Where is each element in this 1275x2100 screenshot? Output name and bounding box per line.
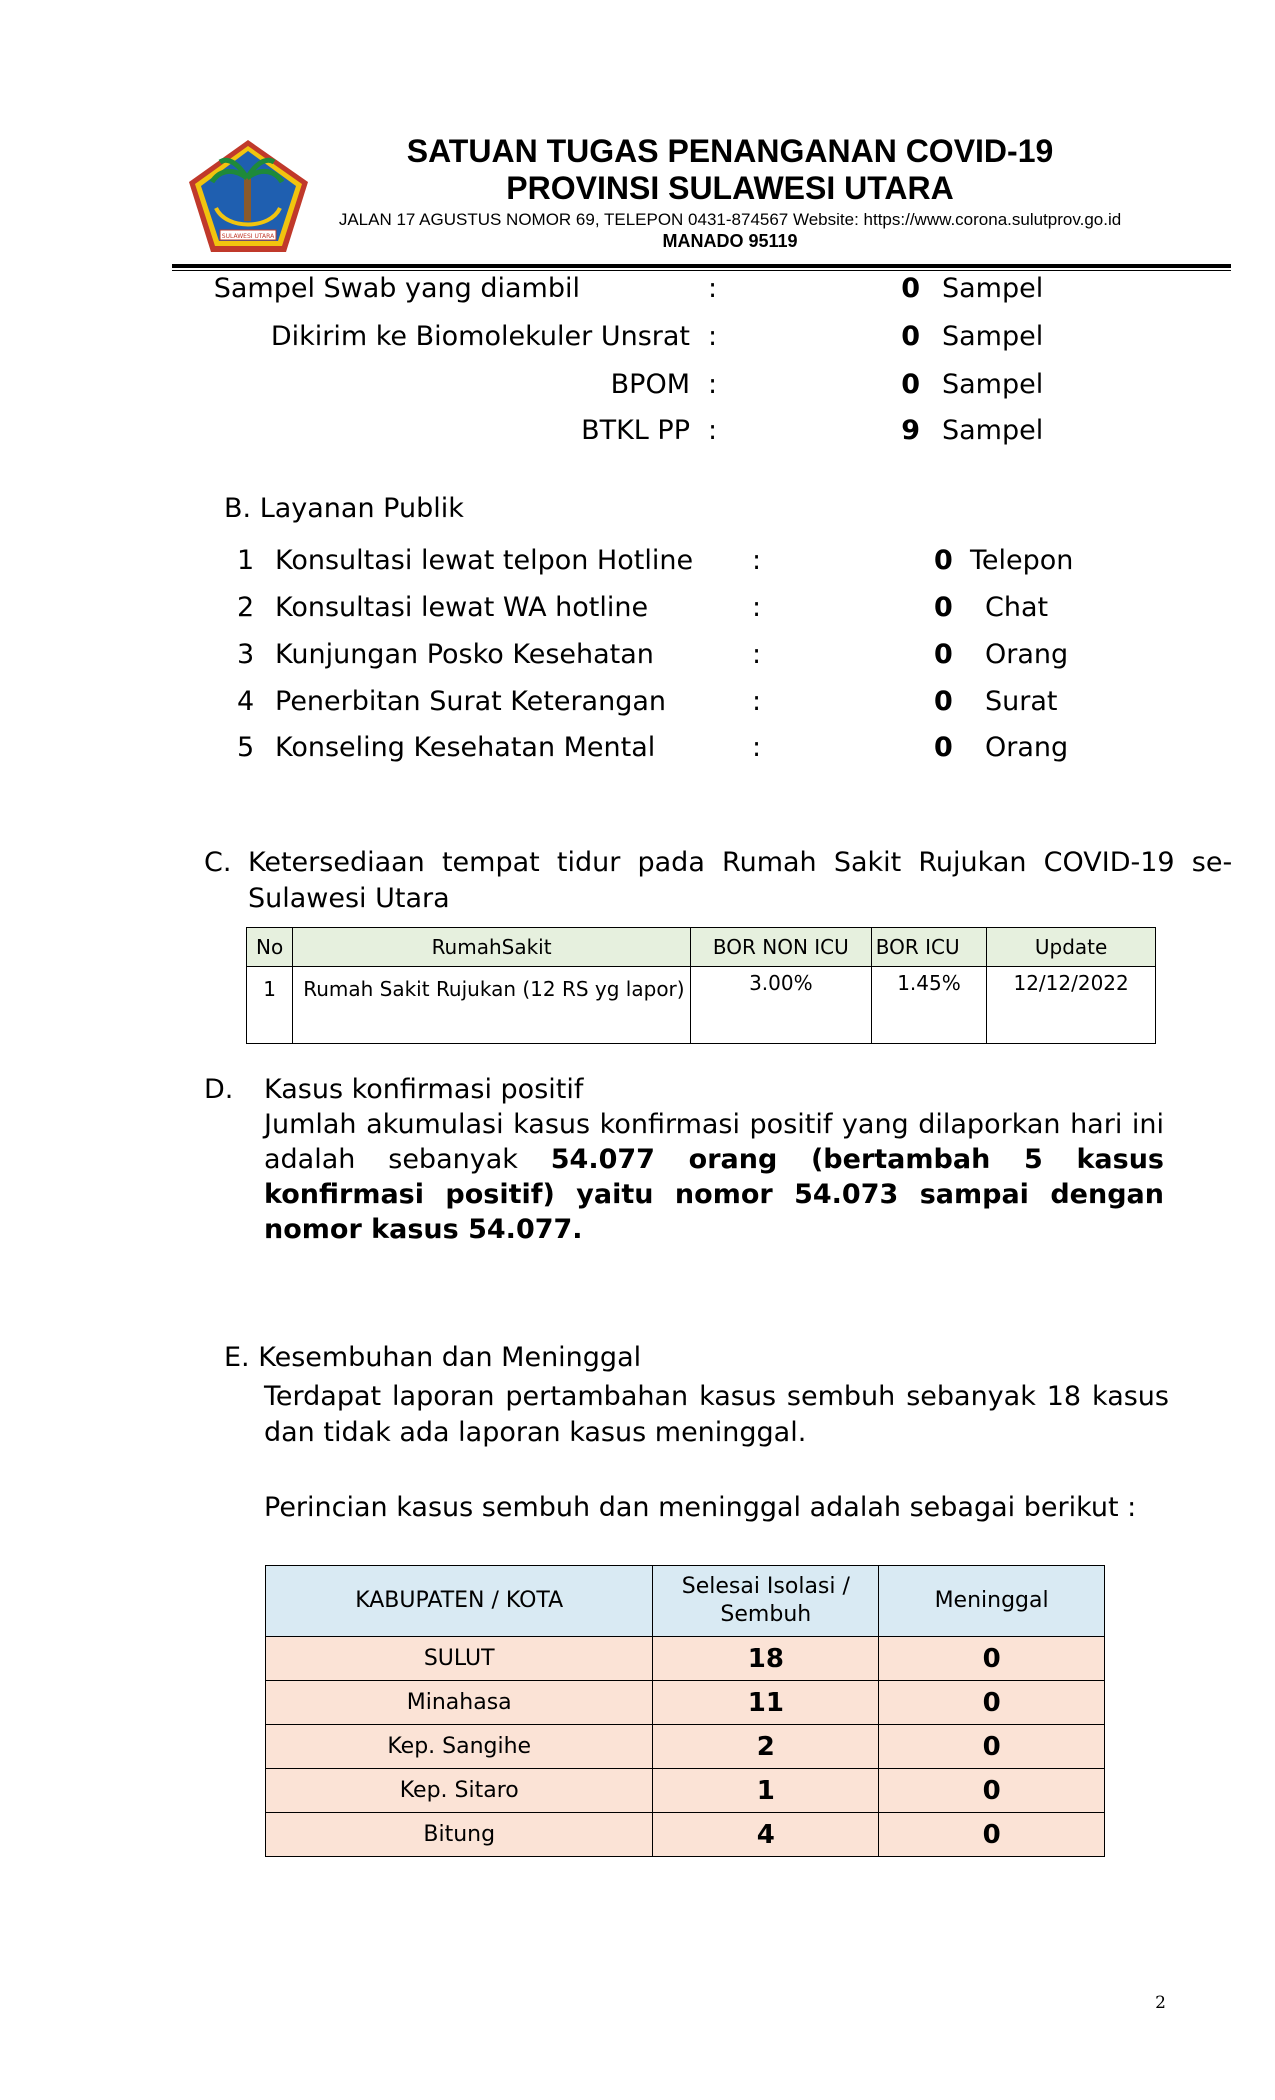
sample-colon: : <box>708 415 718 446</box>
table-cell: Minahasa <box>266 1681 653 1725</box>
sample-label: BTKL PP <box>581 415 690 446</box>
header-title-line1: SATUAN TUGAS PENANGANAN COVID-19 <box>406 133 1054 169</box>
service-colon: : <box>752 686 762 717</box>
table-header-cell: Update <box>987 928 1156 967</box>
table-cell: 2 <box>653 1725 879 1769</box>
sample-unit: Sampel <box>942 369 1044 400</box>
sample-unit: Sampel <box>942 321 1044 352</box>
header-city: MANADO 95119 <box>662 231 798 251</box>
sample-label: Dikirim ke Biomolekuler Unsrat <box>270 321 690 352</box>
section-d-bold-text: 54.077 orang (bertambah 5 kasus konfirmasi positif) yaitu nomor 54.073 sampai dengan nomor kasus 54.077. <box>264 1144 1164 1245</box>
table-cell: Rumah Sakit Rujukan (12 RS yg lapor) <box>293 967 691 1044</box>
table-row <box>266 1769 1105 1813</box>
table-row <box>247 967 1156 1044</box>
table-cell: SULUT <box>266 1637 653 1681</box>
service-value: 0 <box>934 592 953 623</box>
table-cell: 0 <box>879 1813 1105 1857</box>
table-row <box>266 1725 1105 1769</box>
section-b-heading: B. Layanan Publik <box>224 493 464 524</box>
service-unit: Orang <box>985 639 1069 670</box>
table-cell: 12/12/2022 <box>987 967 1156 1044</box>
sample-label: Sampel Swab yang diambil <box>213 273 580 304</box>
service-label: Konsultasi lewat WA hotline <box>275 592 649 623</box>
service-value: 0 <box>934 732 953 763</box>
section-e-paragraph-2: Perincian kasus sembuh dan meninggal adalah sebagai berikut : <box>264 1492 1137 1523</box>
table-cell: 11 <box>653 1681 879 1725</box>
service-number: 2 <box>237 592 255 623</box>
service-unit: Chat <box>985 592 1049 623</box>
table-row <box>266 1813 1105 1857</box>
service-colon: : <box>752 592 762 623</box>
service-number: 1 <box>237 545 255 576</box>
header-address: JALAN 17 AGUSTUS NOMOR 69, TELEPON 0431-874567 Website: https://www.corona.sulutprov.go.id <box>338 210 1122 229</box>
header-rule <box>172 264 1231 268</box>
table-cell: 1 <box>653 1769 879 1813</box>
table-header-cell: Selesai Isolasi / Sembuh <box>653 1566 879 1637</box>
service-colon: : <box>752 639 762 670</box>
table-row <box>266 1681 1105 1725</box>
section-c-heading-cont: Sulawesi Utara <box>248 883 450 914</box>
table-header-cell: RumahSakit <box>293 928 691 967</box>
sample-unit: Sampel <box>942 273 1044 304</box>
sample-value: 0 <box>901 273 920 304</box>
service-label: Konseling Kesehatan Mental <box>275 732 656 763</box>
sample-colon: : <box>708 369 718 400</box>
table-cell: 0 <box>879 1725 1105 1769</box>
table-cell: 4 <box>653 1813 879 1857</box>
service-colon: : <box>752 545 762 576</box>
table-header-cell: No <box>247 928 293 967</box>
table-header-cell: Meninggal <box>879 1566 1105 1637</box>
section-d-text: Jumlah akumulasi kasus konfirmasi positif yang dilaporkan hari ini adalah sebanyak <box>264 1109 1164 1175</box>
table-cell: 1 <box>247 967 293 1044</box>
service-label: Kunjungan Posko Kesehatan <box>275 639 654 670</box>
table-header-row <box>247 928 1156 967</box>
table-cell: 0 <box>879 1681 1105 1725</box>
table-header-cell: BOR NON ICU <box>690 928 871 967</box>
service-value: 0 <box>934 686 953 717</box>
table-cell: Bitung <box>266 1813 653 1857</box>
section-d-paragraph <box>264 1107 1164 1247</box>
service-label: Konsultasi lewat telpon Hotline <box>275 545 694 576</box>
service-label: Penerbitan Surat Keterangan <box>275 686 667 717</box>
section-c-heading: Ketersediaan tempat tidur pada Rumah Sakit Rujukan COVID-19 se- <box>248 847 1233 878</box>
service-value: 0 <box>934 639 953 670</box>
section-e-paragraph: Terdapat laporan pertambahan kasus sembuh sebanyak 18 kasus dan tidak ada laporan kasus meninggal. <box>264 1381 1169 1448</box>
province-emblem-logo <box>186 138 311 256</box>
table-header-row <box>266 1566 1105 1637</box>
service-unit: Telepon <box>970 545 1074 576</box>
sample-colon: : <box>708 321 718 352</box>
table-header-cell: BOR ICU <box>871 928 987 967</box>
service-value: 0 <box>934 545 953 576</box>
service-colon: : <box>752 732 762 763</box>
sample-unit: Sampel <box>942 415 1044 446</box>
page-number: 2 <box>1155 1993 1166 2013</box>
table-header-cell: KABUPATEN / KOTA <box>266 1566 653 1637</box>
table-cell: 0 <box>879 1769 1105 1813</box>
sample-label: BPOM <box>610 369 690 400</box>
sample-colon: : <box>708 273 718 304</box>
service-unit: Orang <box>985 732 1069 763</box>
table-cell: Kep. Sangihe <box>266 1725 653 1769</box>
table-row <box>266 1637 1105 1681</box>
header-rule-thin <box>172 270 1231 271</box>
table-cell: 1.45% <box>871 967 987 1044</box>
table-cell: 0 <box>879 1637 1105 1681</box>
header-title-line2: PROVINSI SULAWESI UTARA <box>506 170 954 206</box>
service-number: 4 <box>237 686 255 717</box>
sample-value: 0 <box>901 369 920 400</box>
service-unit: Surat <box>985 686 1058 717</box>
bed-availability-table <box>246 927 1156 1044</box>
section-e-heading: E. Kesembuhan dan Meninggal <box>224 1342 642 1373</box>
table-cell: 3.00% <box>690 967 871 1044</box>
table-cell: Kep. Sitaro <box>266 1769 653 1813</box>
logo-ribbon-text: SULAWESI UTARA <box>221 233 275 240</box>
section-d-heading: Kasus konfirmasi positif <box>264 1074 584 1105</box>
service-number: 3 <box>237 639 255 670</box>
sample-value: 0 <box>901 321 920 352</box>
section-c-letter: C. <box>204 847 232 878</box>
section-d-letter: D. <box>204 1074 234 1105</box>
sample-value: 9 <box>901 415 920 446</box>
service-number: 5 <box>237 732 255 763</box>
recovery-death-table <box>265 1565 1105 1857</box>
table-cell: 18 <box>653 1637 879 1681</box>
